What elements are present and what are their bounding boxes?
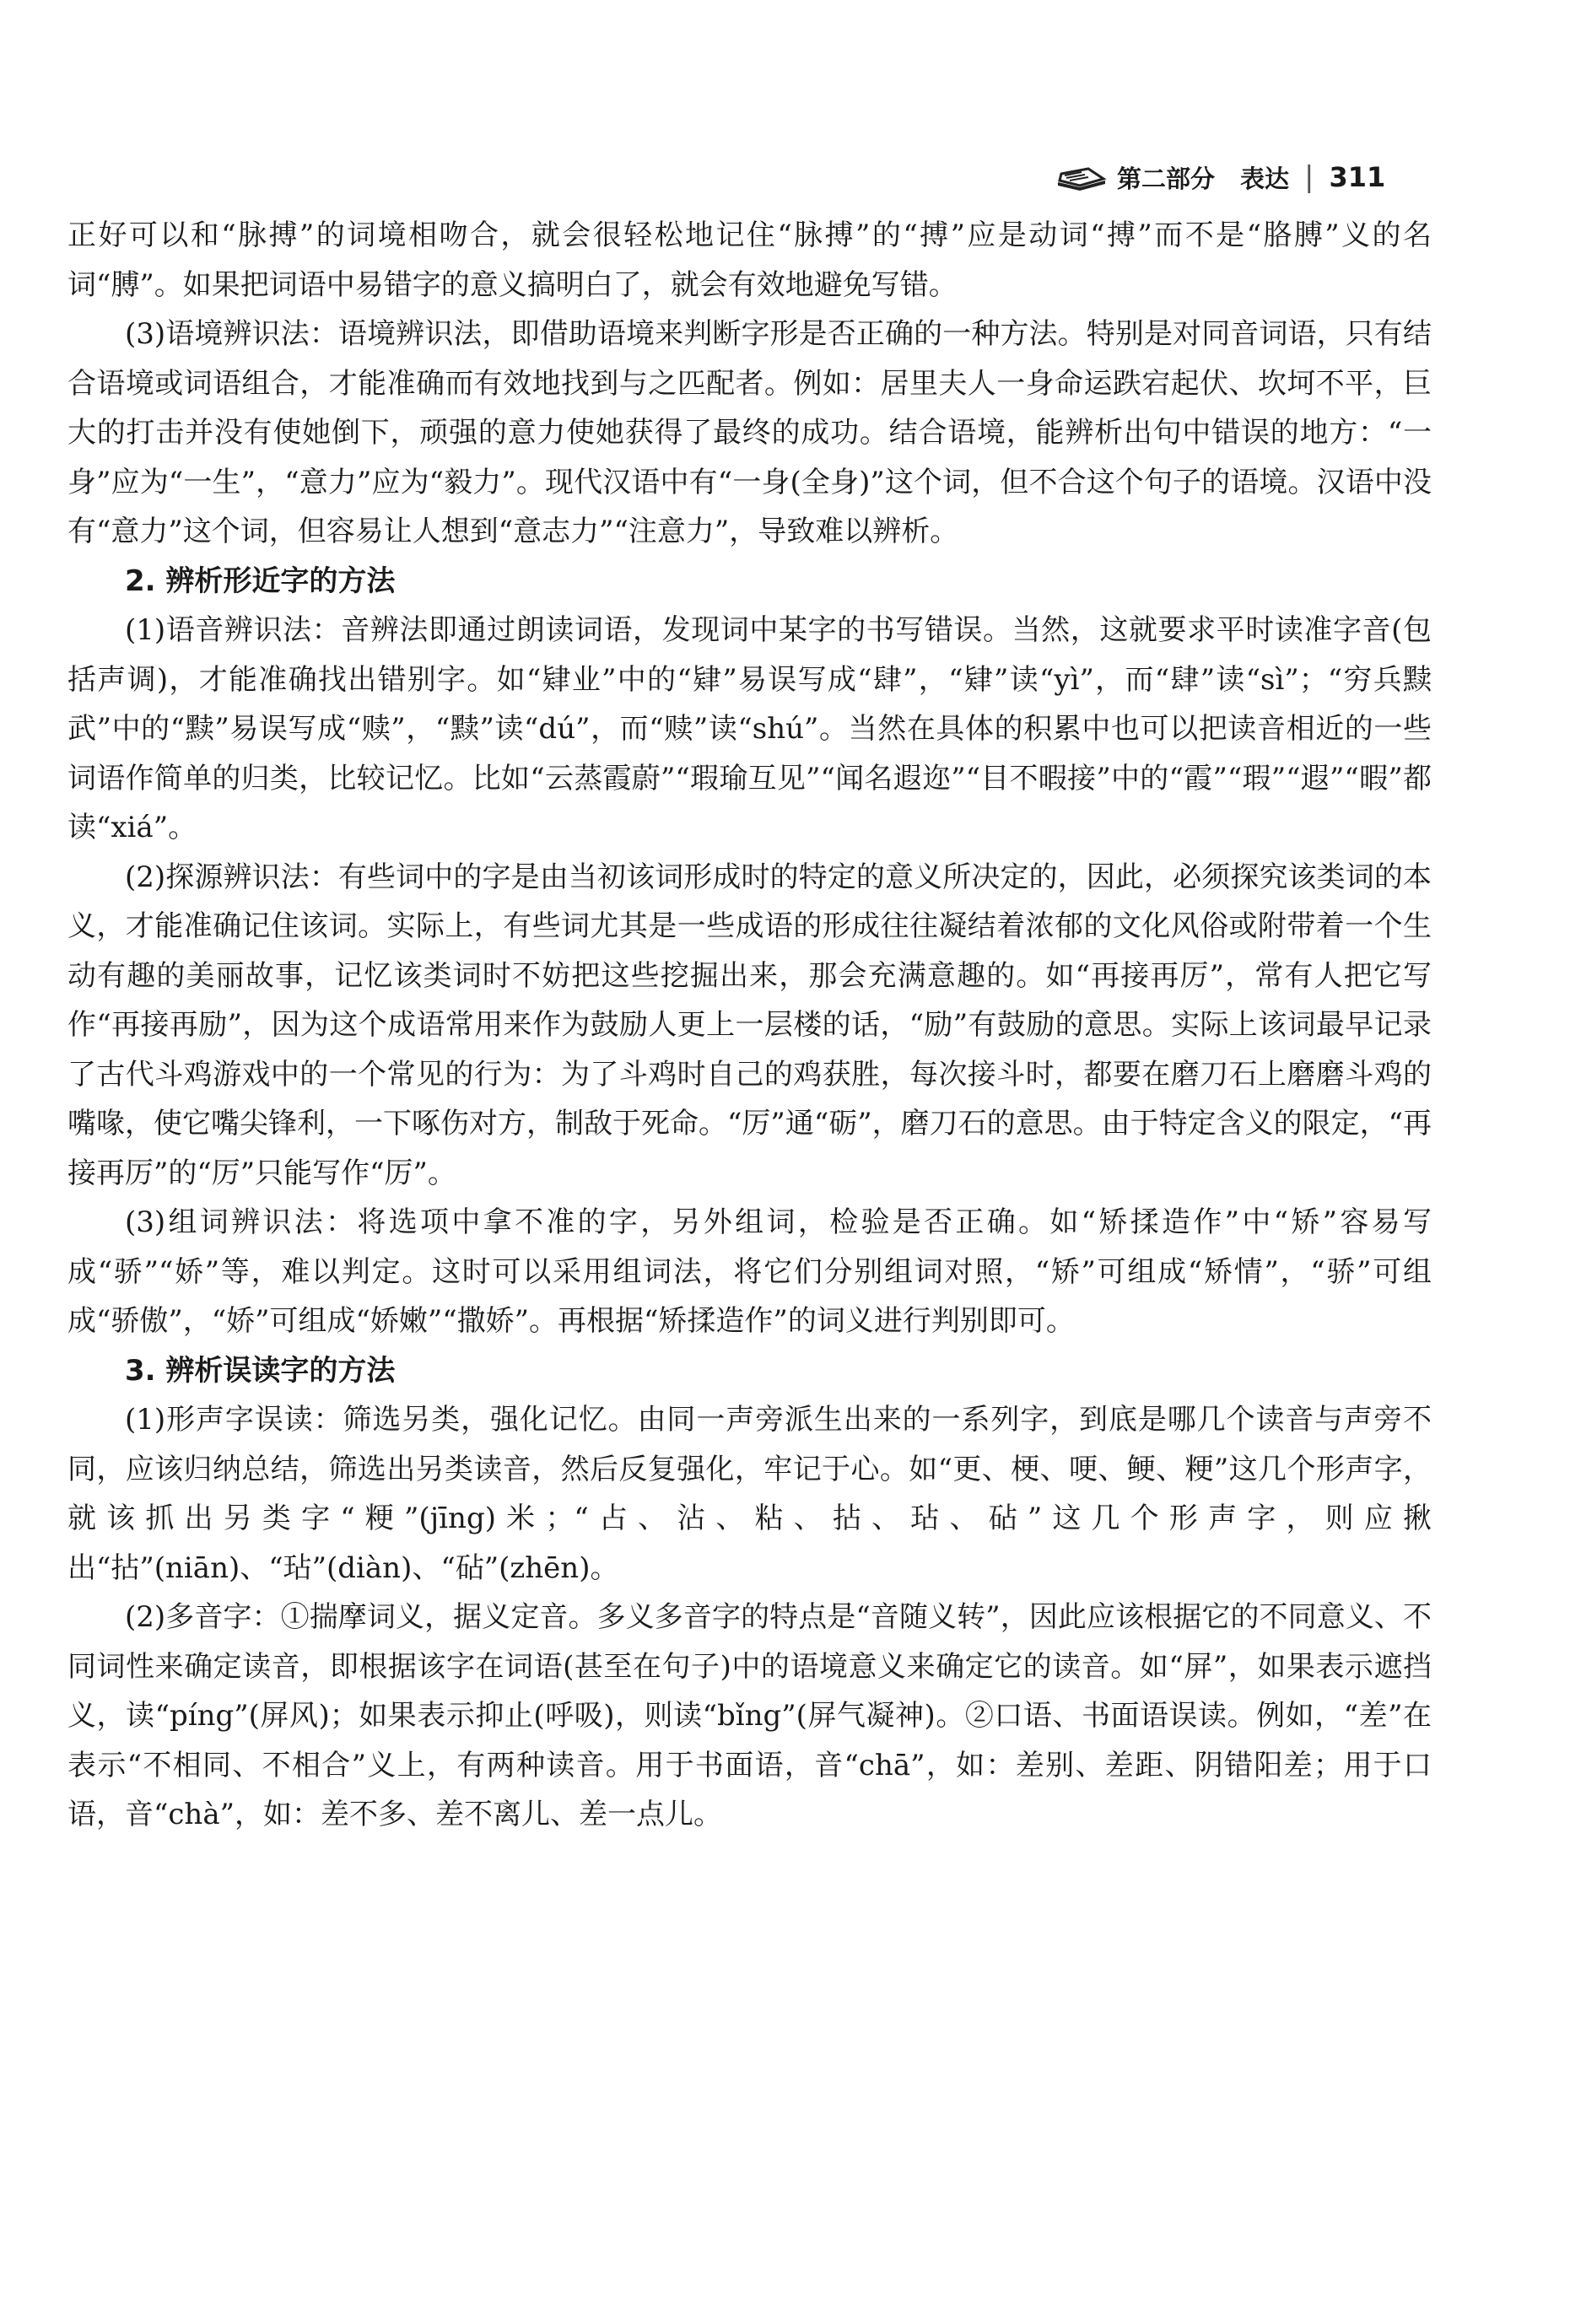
section-label: 第二部分 — [1117, 164, 1216, 193]
header-separator: | — [1304, 160, 1314, 194]
paragraph: (2)多音字：①揣摩词义，据义定音。多义多音字的特点是“音随义转”，因此应该根据它的不同意义、不同词性来确定读音，即根据该字在词语(甚至在句子)中的语境意义来确定它的读音。如“屏”，如果表示遮挡义，读“píng”(屏风)；如果表示抑止(呼吸)，则读“bǐng”(屏气凝神)。②口语、书面语误读。例如，“差”在表示“不相同、不相合”义上，有两种读音。用于书面语，音“chā”，如：差别、差距、阴错阳差；用于口语，音“chà”，如：差不多、差不离儿、差一点儿。 — [67, 1600, 1432, 1831]
part-title: 表达 — [1240, 164, 1290, 193]
paragraph: 正好可以和“脉搏”的词境相吻合，就会很轻松地记住“脉搏”的“搏”应是动词“搏”而不是“胳膊”义的名词“膊”。如果把词语中易错字的意义搞明白了，就会有效地避免写错。 — [67, 218, 1432, 302]
paragraph: (1)语音辨识法：音辨法即通过朗读词语，发现词中某字的书写错误。当然，这就要求平时读准字音(包括声调)，才能准确找出错别字。如“肄业”中的“肄”易误写成“肆”，“肄”读“yì”，而“肆”读“sì”；“穷兵黩武”中的“黩”易误写成“赎”，“黩”读“dú”，而“赎”读“shú”。当然在具体的积累中也可以把读音相近的一些词语作简单的归类，比较记忆。比如“云蒸霞蔚”“瑕瑜互见”“闻名遐迩”“目不暇接”中的“霞”“瑕”“遐”“暇”都读“xiá”。 — [67, 613, 1432, 844]
paragraph: (3)语境辨识法：语境辨识法，即借助语境来判断字形是否正确的一种方法。特别是对同音词语，只有结合语境或词语组合，才能准确而有效地找到与之匹配者。例如：居里夫人一身命运跌宕起伏、坎坷不平，巨大的打击并没有使她倒下，顽强的意力使她获得了最终的成功。结合语境，能辨析出句中错误的地方：“一身”应为“一生”，“意力”应为“毅力”。现代汉语中有“一身(全身)”这个词，但不合这个句子的语境。汉语中没有“意力”这个词，但容易让人想到“意志力”“注意力”，导致难以辨析。 — [67, 317, 1432, 548]
section-heading: 2. 辨析形近字的方法 — [125, 563, 396, 598]
book-icon — [1055, 160, 1109, 194]
page-number: 311 — [1329, 161, 1386, 193]
paragraph: (2)探源辨识法：有些词中的字是由当初该词形成时的特定的意义所决定的，因此，必须探究该类词的本义，才能准确记住该词。实际上，有些词尤其是一些成语的形成往往凝结着浓郁的文化风俗或附带着一个生动有趣的美丽故事，记忆该类词时不妨把这些挖掘出来，那会充满意趣的。如“再接再厉”，常有人把它写作“再接再励”，因为这个成语常用来作为鼓励人更上一层楼的话，“励”有鼓励的意思。实际上该词最早记录了古代斗鸡游戏中的一个常见的行为：为了斗鸡时自己的鸡获胜，每次接斗时，都要在磨刀石上磨磨斗鸡的嘴喙，使它嘴尖锋利，一下啄伤对方，制敌于死命。“厉”通“砺”，磨刀石的意思。由于特定含义的限定，“再接再厉”的“厉”只能写作“厉”。 — [67, 860, 1432, 1190]
page-content — [67, 211, 1432, 1840]
paragraph: (1)形声字误读：筛选另类，强化记忆。由同一声旁派生出来的一系列字，到底是哪几个读音与声旁不同，应该归纳总结，筛选出另类读音，然后反复强化，牢记于心。如“更、梗、哽、鲠、粳”这几个形声字，就该抓出另类字“粳”(jīng)米；“占、沾、粘、拈、玷、砧”这几个形声字，则应揪出“拈”(niān)、“玷”(diàn)、“砧”(zhēn)。 — [67, 1403, 1432, 1585]
paragraph: (3)组词辨识法：将选项中拿不准的字，另外组词，检验是否正确。如“矫揉造作”中“矫”容易写成“骄”“娇”等，难以判定。这时可以采用组词法，将它们分别组词对照，“矫”可组成“矫情”，“骄”可组成“骄傲”，“娇”可组成“娇嫩”“撒娇”。再根据“矫揉造作”的词义进行判别即可。 — [67, 1205, 1432, 1338]
page-header — [1055, 152, 1426, 202]
section-heading: 3. 辨析误读字的方法 — [125, 1353, 396, 1388]
